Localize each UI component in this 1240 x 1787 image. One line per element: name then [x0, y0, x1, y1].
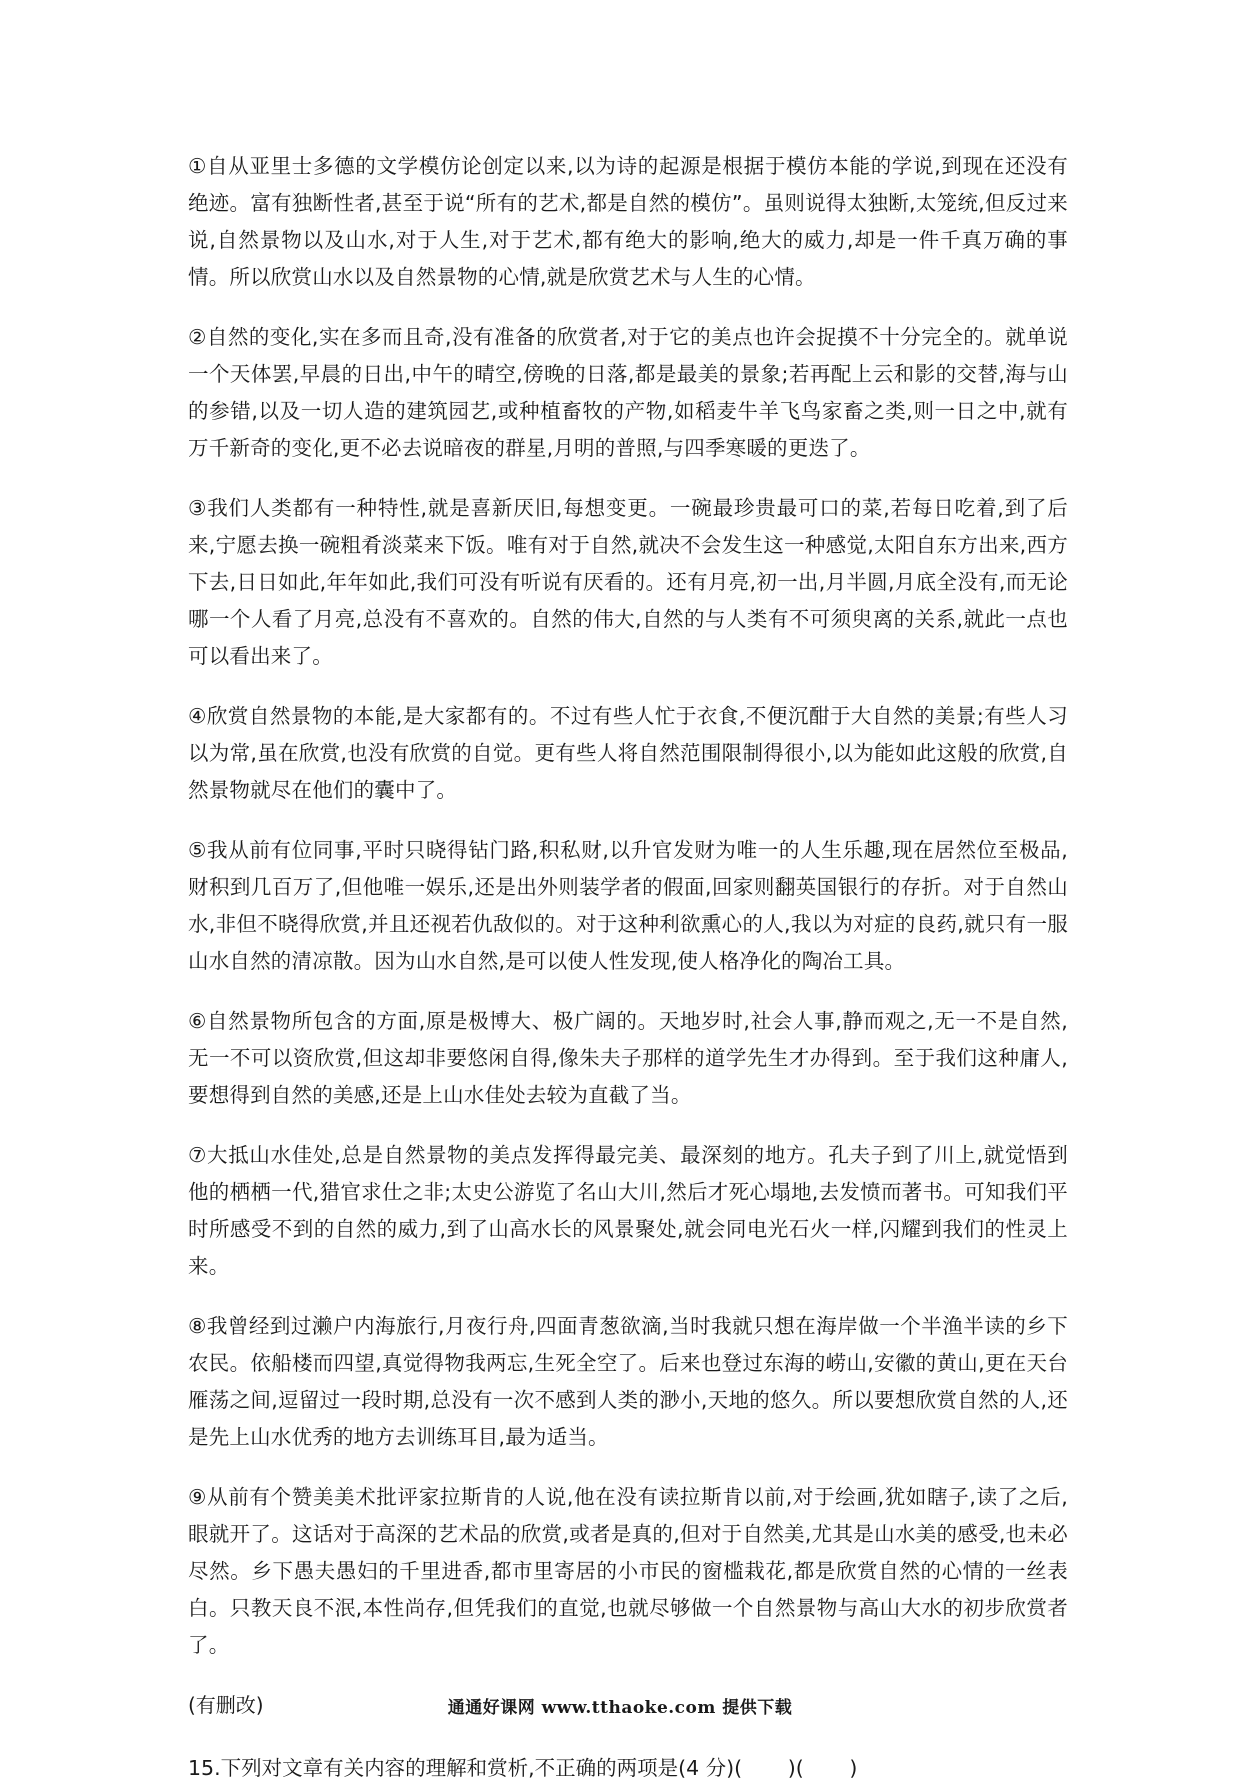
paragraph-4: ④欣赏自然景物的本能,是大家都有的。不过有些人忙于衣食,不便沉酣于大自然的美景;有些人习以为常,虽在欣赏,也没有欣赏的自觉。更有些人将自然范围限制得很小,以为能如此这般的欣赏,自然景物就尽在他们的囊中了。: [188, 704, 1068, 802]
edit-note: (有删改): [188, 1693, 264, 1717]
paragraph-8: ⑧我曾经到过濑户内海旅行,月夜行舟,四面青葱欲滴,当时我就只想在海岸做一个半渔半读的乡下农民。依船楼而四望,真觉得物我两忘,生死全空了。后来也登过东海的崂山,安徽的黄山,更在天台雁荡之间,逗留过一段时期,总没有一次不感到人类的渺小,天地的悠久。所以要想欣赏自然的人,还是先上山水优秀的地方去训练耳目,最为适当。: [188, 1314, 1068, 1449]
paragraph-5: ⑤我从前有位同事,平时只晓得钻门路,积私财,以升官发财为唯一的人生乐趣,现在居然位至极品,财积到几百万了,但他唯一娱乐,还是出外则装学者的假面,回家则翻英国银行的存折。对于自然山水,非但不晓得欣赏,并且还视若仇敌似的。对于这种利欲熏心的人,我以为对症的良药,就只有一服山水自然的清凉散。因为山水自然,是可以使人性发现,使人格净化的陶冶工具。: [188, 838, 1068, 973]
paragraph-2: ②自然的变化,实在多而且奇,没有准备的欣赏者,对于它的美点也许会捉摸不十分完全的。就单说一个天体罢,早晨的日出,中午的晴空,傍晚的日落,都是最美的景象;若再配上云和影的交替,海与山的参错,以及一切人造的建筑园艺,或种植畜牧的产物,如稻麦牛羊飞鸟家畜之类,则一日之中,就有万千新奇的变化,更不必去说暗夜的群星,月明的普照,与四季寒暖的更迭了。: [188, 325, 1068, 460]
page-footer: 通通好课网 www.tthaoke.com 提供下载: [447, 1698, 793, 1718]
paragraph-9: ⑨从前有个赞美美术批评家拉斯肯的人说,他在没有读拉斯肯以前,对于绘画,犹如瞎子,读了之后,眼就开了。这话对于高深的艺术品的欣赏,或者是真的,但对于自然美,尤其是山水美的感受,也未必尽然。乡下愚夫愚妇的千里进香,都市里寄居的小市民的窗槛栽花,都是欣赏自然的心情的一丝表白。只教天良不泯,本性尚存,但凭我们的直觉,也就尽够做一个自然景物与高山大水的初步欣赏者了。: [188, 1485, 1068, 1657]
paragraph-7: ⑦大抵山水佳处,总是自然景物的美点发挥得最完美、最深刻的地方。孔夫子到了川上,就觉悟到他的栖栖一代,猎官求仕之非;太史公游览了名山大川,然后才死心塌地,去发愤而著书。可知我们平时所感受不到的自然的威力,到了山高水长的风景聚处,就会同电光石火一样,闪耀到我们的性灵上来。: [188, 1143, 1068, 1278]
question-15: 15.下列对文章有关内容的理解和赏析,不正确的两项是(4 分)( )( ): [188, 1756, 858, 1780]
paragraph-6: ⑥自然景物所包含的方面,原是极博大、极广阔的。天地岁时,社会人事,静而观之,无一不是自然,无一不可以资欣赏,但这却非要悠闲自得,像朱夫子那样的道学先生才办得到。至于我们这种庸人,要想得到自然的美感,还是上山水佳处去较为直截了当。: [188, 1009, 1068, 1107]
paragraph-3: ③我们人类都有一种特性,就是喜新厌旧,每想变更。一碗最珍贵最可口的菜,若每日吃着,到了后来,宁愿去换一碗粗肴淡菜来下饭。唯有对于自然,就决不会发生这一种感觉,太阳自东方出来,西方下去,日日如此,年年如此,我们可没有听说有厌看的。还有月亮,初一出,月半圆,月底全没有,而无论哪一个人看了月亮,总没有不喜欢的。自然的伟大,自然的与人类有不可须臾离的关系,就此一点也可以看出来了。: [188, 496, 1068, 668]
paragraph-1: ①自从亚里士多德的文学模仿论创定以来,以为诗的起源是根据于模仿本能的学说,到现在还没有绝迹。富有独断性者,甚至于说“所有的艺术,都是自然的模仿”。虽则说得太独断,太笼统,但反过来说,自然景物以及山水,对于人生,对于艺术,都有绝大的影响,绝大的威力,却是一件千真万确的事情。所以欣赏山水以及自然景物的心情,就是欣赏艺术与人生的心情。: [188, 154, 1068, 289]
article-body: [188, 148, 1068, 1787]
